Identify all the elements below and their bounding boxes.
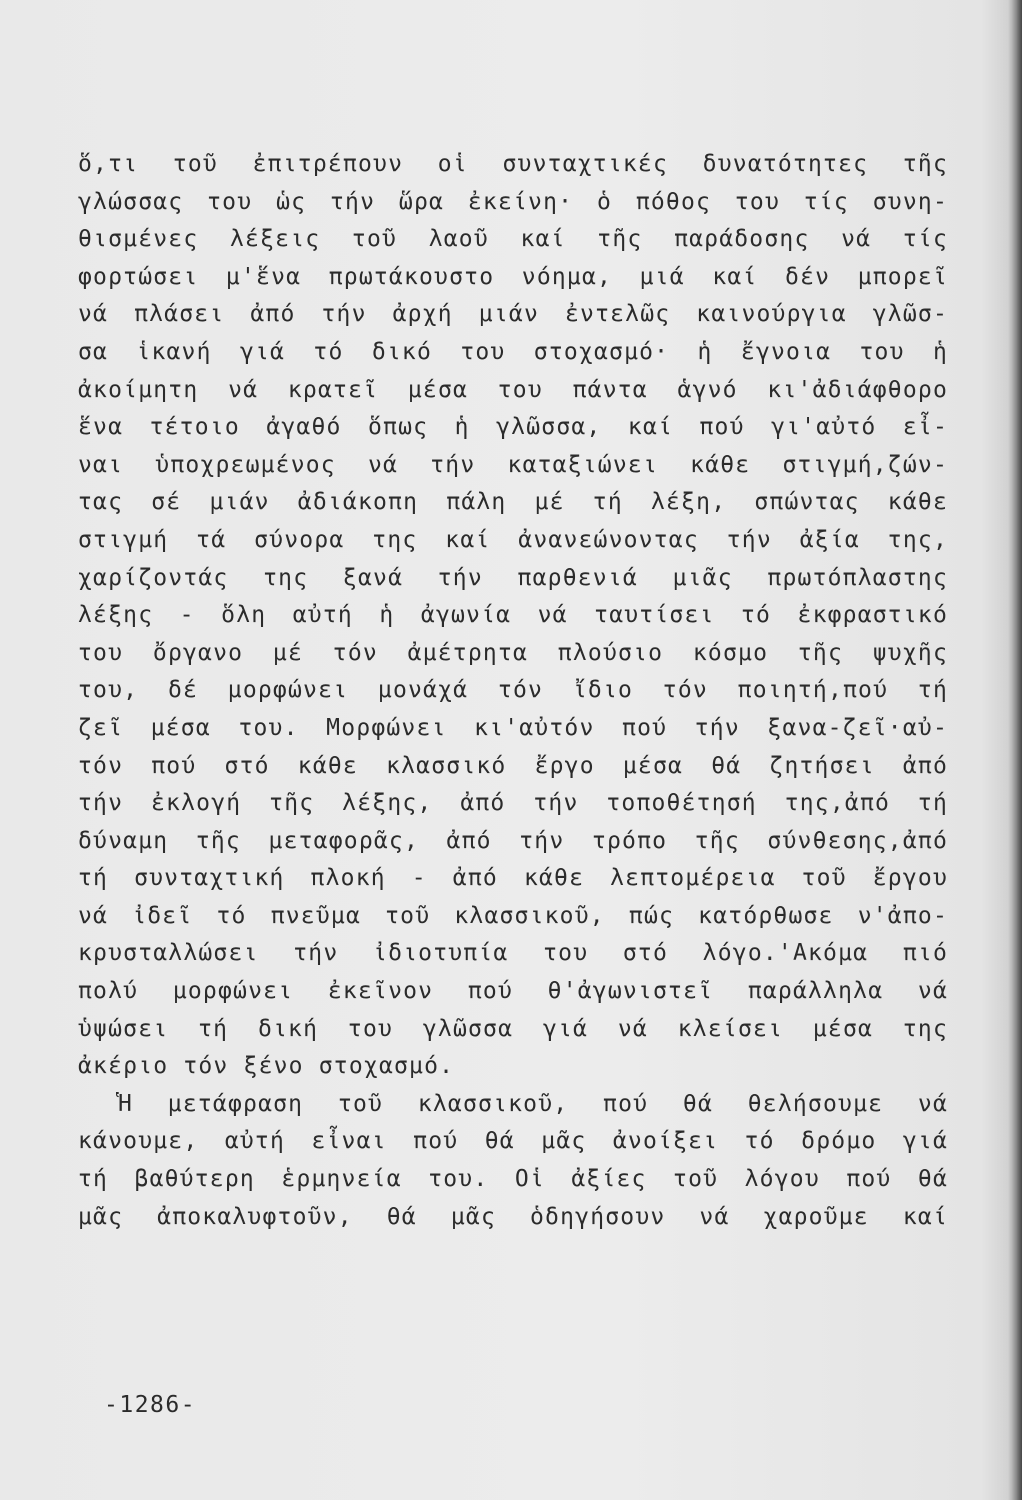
text-line: ἀκέριο τόν ξένο στοχασμό. <box>78 1053 455 1080</box>
page-number: -1286- <box>104 1392 197 1418</box>
text-line: κάνουμε, αὐτή εἶναι πού θά μᾶς ἀνοίξει τό δρόμο γιά <box>78 1128 948 1155</box>
text-line: γλώσσας του ὡς τήν ὥρα ἐκείνη· ὁ πόθος του τίς συνη- <box>78 188 948 215</box>
text-line: θισμένες λέξεις τοῦ λαοῦ καί τῆς παράδοσης νά τίς <box>78 226 948 253</box>
text-line: μᾶς ἀποκαλυφτοῦν, θά μᾶς ὁδηγήσουν νά χαροῦμε καί <box>78 1203 948 1230</box>
text-line: πολύ μορφώνει ἐκεῖνον πού θ'ἀγωνιστεῖ παράλληλα νά <box>78 978 948 1005</box>
text-line-paragraph-start: Ἡ μετάφραση τοῦ κλασσικοῦ, πού θά θελήσουμε νά <box>118 1090 948 1117</box>
text-line: τή βαθύτερη ἑρμηνεία του. Οἱ ἀξίες τοῦ λόγου πού θά <box>78 1166 948 1193</box>
text-line: σα ἱκανή γιά τό δικό του στοχασμό· ἡ ἔγνοια του ἡ <box>78 338 948 365</box>
page-edge-shadow <box>1008 0 1022 1500</box>
text-line: δύναμη τῆς μεταφορᾶς, ἀπό τήν τρόπο τῆς σύνθεσης,ἀπό <box>78 827 948 854</box>
text-line: λέξης - ὅλη αὐτή ἡ ἀγωνία νά ταυτίσει τό ἐκφραστικό <box>78 602 948 629</box>
text-line: τας σέ μιάν ἀδιάκοπη πάλη μέ τή λέξη, σπώντας κάθε <box>78 489 948 516</box>
body-text <box>78 146 948 1236</box>
text-line: χαρίζοντάς της ξανά τήν παρθενιά μιᾶς πρωτόπλαστης <box>78 564 948 591</box>
text-line: κρυσταλλώσει τήν ἰδιοτυπία του στό λόγο.'Ακόμα πιό <box>78 940 948 967</box>
text-line: στιγμή τά σύνορα της καί ἀνανεώνοντας τήν ἀξία της, <box>78 526 948 553</box>
text-line: του, δέ μορφώνει μονάχά τόν ἴδιο τόν ποιητή,πού τή <box>78 677 948 704</box>
text-line: τήν ἐκλογή τῆς λέξης, ἀπό τήν τοποθέτησή της,ἀπό τή <box>78 790 948 817</box>
text-line: ἀκοίμητη νά κρατεῖ μέσα του πάντα ἁγνό κι'ἀδιάφθορο <box>78 376 948 403</box>
text-line: τή συνταχτική πλοκή - ἀπό κάθε λεπτομέρεια τοῦ ἔργου <box>78 865 948 892</box>
text-line: νά πλάσει ἀπό τήν ἀρχή μιάν ἐντελῶς καινούργια γλῶσ- <box>78 301 948 328</box>
text-line: ἕνα τέτοιο ἀγαθό ὅπως ἡ γλῶσσα, καί πού γι'αὐτό εἶ- <box>78 414 948 441</box>
text-line: φορτώσει μ'ἕνα πρωτάκουστο νόημα, μιά καί δέν μπορεῖ <box>78 263 948 290</box>
text-line: τόν πού στό κάθε κλασσικό ἔργο μέσα θά ζητήσει ἀπό <box>78 752 948 779</box>
text-line: του ὄργανο μέ τόν ἀμέτρητα πλούσιο κόσμο τῆς ψυχῆς <box>78 639 948 666</box>
text-line: ὑψώσει τή δική του γλῶσσα γιά νά κλείσει μέσα της <box>78 1015 948 1042</box>
text-line: ζεῖ μέσα του. Μορφώνει κι'αὐτόν πού τήν ξανα-ζεῖ·αὐ- <box>78 714 948 741</box>
text-line: ναι ὑποχρεωμένος νά τήν καταξιώνει κάθε στιγμή,ζών- <box>78 451 948 478</box>
text-line: νά ἰδεῖ τό πνεῦμα τοῦ κλασσικοῦ, πώς κατόρθωσε ν'ἀπο- <box>78 902 948 929</box>
text-line: ὅ,τι τοῦ ἐπιτρέπουν οἱ συνταχτικές δυνατότητες τῆς <box>78 151 948 177</box>
